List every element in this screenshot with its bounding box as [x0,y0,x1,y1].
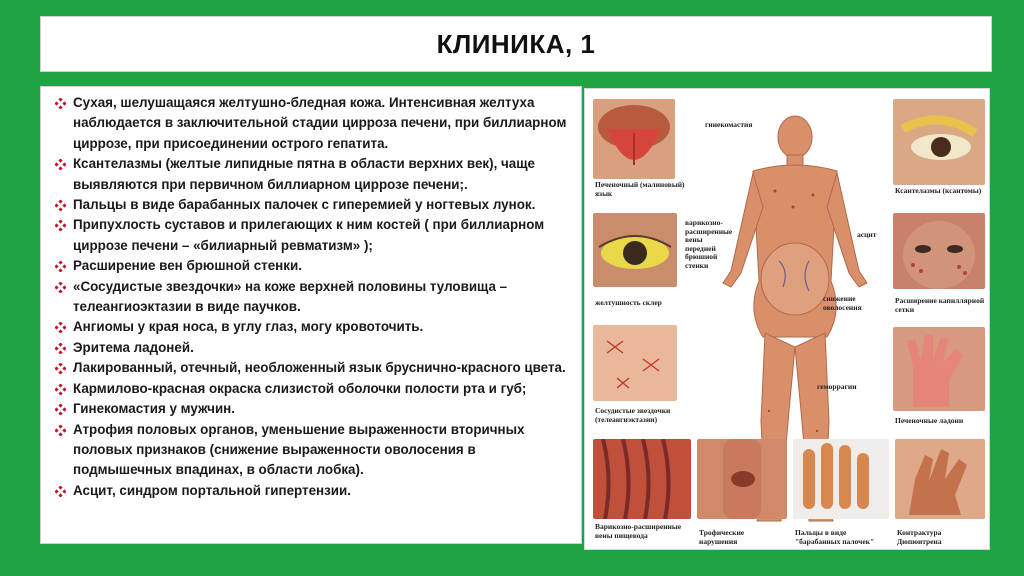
symptom-item [55,154,575,195]
symptoms-list [55,93,575,501]
trophic-caption: Трофические нарушения [699,528,745,546]
symptom-text: Припухлость суставов и прилегающих к ним костей ( при биллиарном циррозе печени – «билиарный ревматизм» ); [73,217,545,253]
symptom-item [55,195,575,215]
palms-photo [893,327,985,411]
face-icon [893,213,985,289]
diamond-bullet-icon [55,200,66,211]
palm-icon [893,327,985,411]
ascites-caption: асцит [857,230,877,239]
eye-icon [593,213,677,287]
symptom-text: Расширение вен брюшной стенки. [73,258,302,274]
diamond-bullet-icon [55,404,66,415]
fingers-photo [793,439,889,519]
sclera-photo [593,213,677,287]
palms-caption: Печеночные ладони [895,416,964,425]
diamond-bullet-icon [55,384,66,395]
diamond-bullet-icon [55,343,66,354]
hair-loss-caption: снижение оволосения [823,294,862,312]
eye-icon [893,99,985,185]
gynecomastia-caption: гинекомастия [705,120,753,129]
symptom-text: Пальцы в виде барабанных палочек с гиперемией у ногтевых лунок. [73,197,536,213]
spider-photo [593,325,677,401]
diamond-bullet-icon [55,98,66,109]
trophic-photo [697,439,787,519]
spider-angioma-icon [593,325,677,401]
fingers-icon [793,439,889,519]
diamond-bullet-icon [55,486,66,497]
symptom-item [55,277,575,318]
dupuytren-caption: Контрактура Дюпюитрена [897,528,942,546]
symptom-item [55,358,575,378]
diamond-bullet-icon [55,363,66,374]
symptom-item [55,93,575,154]
symptom-text: Сухая, шелушащаяся желтушно-бледная кожа. Интенсивная желтуха наблюдается в заключительной стадии цирроза печени, при биллиарном циррозе, при присоединении острого гепатита. [73,95,567,151]
diamond-bullet-icon [55,322,66,333]
diamond-bullet-icon [55,261,66,272]
symptom-item [55,256,575,276]
symptom-text: Ксантелазмы (желтые липидные пятна в области верхних век), чаще выявляются при первичном биллиарном циррозе печени;. [73,156,535,192]
symptom-text: Атрофия половых органов, уменьшение выраженности вторичных половых признаков (снижение выраженности оволосения в подмышечных впадинах, в области лобка). [73,421,525,478]
diamond-bullet-icon [55,220,66,231]
tongue-caption: Печеночный (малиновый) язык [595,180,685,198]
symptom-text: Эритема ладоней. [73,339,194,355]
symptom-item [55,399,575,419]
spider-caption: Сосудистые звездочки (телеангиэктазии) [595,406,671,424]
symptom-text: Кармилово-красная окраска слизистой оболочки полости рта и губ; [73,380,527,396]
hand-icon [895,439,985,519]
esophageal-photo [593,439,691,519]
xanthelasma-photo [893,99,985,185]
symptom-item [55,215,575,256]
veins-icon [593,439,691,519]
diamond-bullet-icon [55,159,66,170]
symptom-text: Гинекомастия у мужчин. [73,401,235,417]
capillary-caption: Расширение капиллярной сетки [895,296,985,314]
diamond-bullet-icon [55,425,66,436]
xanthelasma-caption: Ксантелазмы (ксантомы) [895,186,982,195]
symptom-item [55,481,575,501]
symptom-item [55,338,575,358]
symptom-item [55,317,575,337]
tongue-icon [593,99,675,179]
hemorrhage-caption: геморрагии [817,382,857,391]
fingers-caption: Пальцы в виде "барабанных палочек" [795,528,875,546]
dupuytren-photo [895,439,985,519]
symptom-text: Ангиомы у края носа, в углу глаз, могу кровоточить. [73,319,424,335]
veins-caption: варикозно-расширенные вены передней брюшной стенки [685,218,733,270]
diamond-bullet-icon [55,282,66,293]
symptom-text: «Сосудистые звездочки» на коже верхней половины туловища – телеангиоэктазии в виде паучков. [73,278,508,315]
capillary-photo [893,213,985,289]
sclera-caption: желтушность склер [595,298,662,307]
symptom-text: Лакированный, отечный, необложенный язык бруснично-красного цвета. [73,360,566,376]
symptom-text: Асцит, синдром портальной гипертензии. [73,482,351,498]
tongue-photo [593,99,675,179]
leg-icon [697,439,787,519]
slide-title: КЛИНИКА, 1 [436,28,596,59]
symptom-item [55,379,575,399]
title-box [40,16,992,72]
clinical-illustration [584,88,990,550]
symptoms-text-panel [40,86,582,544]
symptom-item [55,420,575,481]
esophageal-caption: Варикозно-расширенные вены пищевода [595,522,682,540]
